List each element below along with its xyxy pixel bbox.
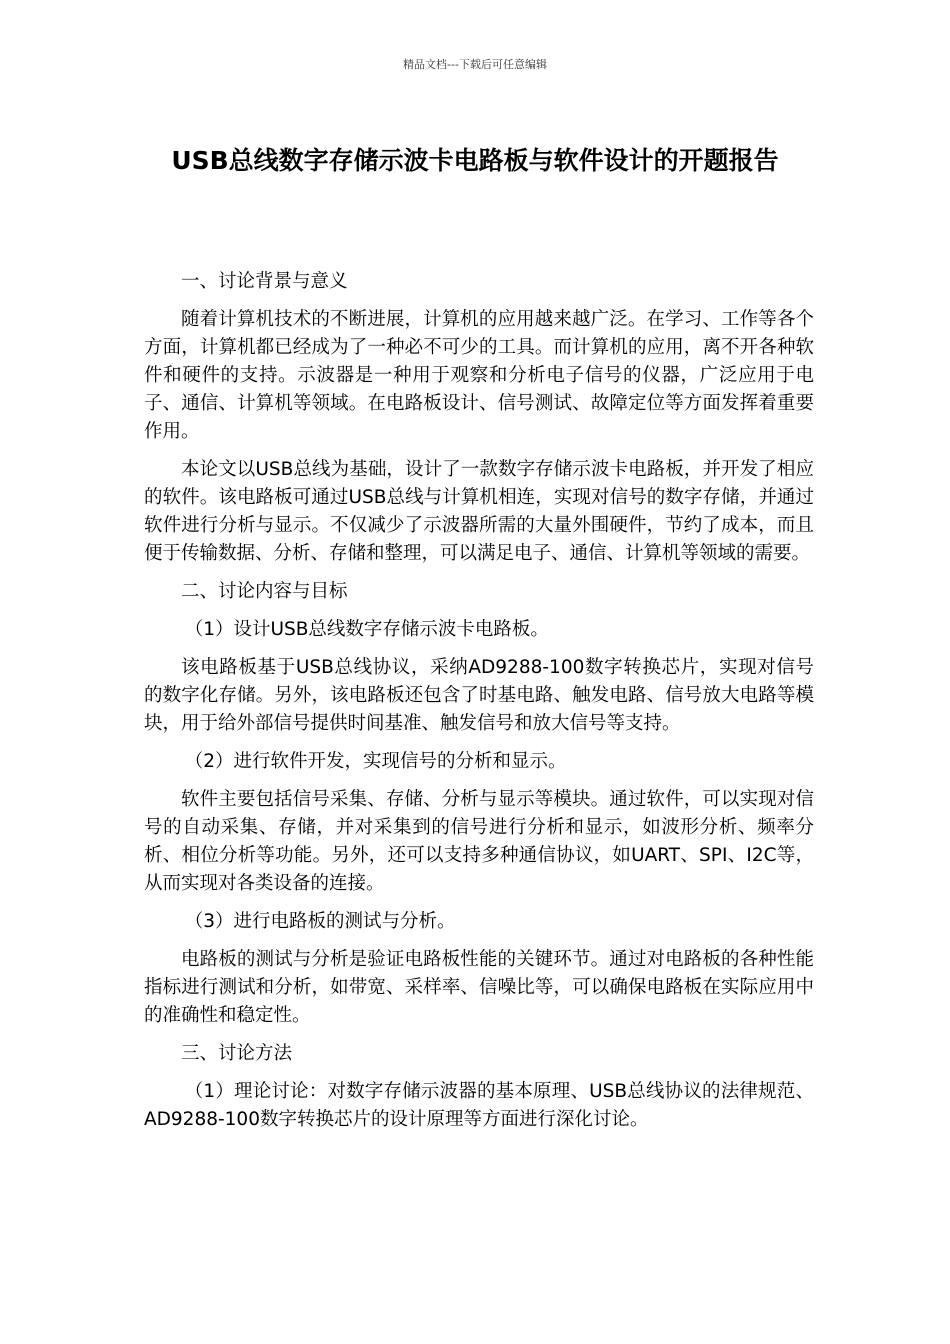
- list-item: （3）进行电路板的测试与分析。: [184, 911, 456, 932]
- body-paragraph: 软件主要包括信号采集、存储、分析与显示等模块。通过软件，可以实现对信号的自动采集、存储，并对采集到的信号进行分析和显示，如波形分析、频率分析、相位分析等功能。另外，还可以支持多种通信协议，如UART、SPI、I2C等，从而实现对各类设备的连接。: [144, 789, 814, 894]
- body-paragraph: 电路板的测试与分析是验证电路板性能的关键环节。通过对电路板的各种性能指标进行测试和分析，如带宽、采样率、信噪比等，可以确保电路板在实际应用中的准确性和稳定性。: [144, 949, 814, 1026]
- section-heading: 三、讨论方法: [181, 1043, 293, 1064]
- section-heading: 一、讨论背景与意义: [181, 271, 348, 292]
- list-item: （1）设计USB总线数字存储示波卡电路板。: [184, 619, 549, 640]
- document-title: USB总线数字存储示波卡电路板与软件设计的开题报告: [171, 146, 779, 175]
- section-heading: 二、讨论内容与目标: [181, 581, 348, 602]
- list-item: （1）理论讨论：对数字存储示波器的基本原理、USB总线协议的法律规范、AD9288-100数字转换芯片的设计原理等方面进行深化讨论。: [144, 1081, 814, 1130]
- list-item: （2）进行软件开发，实现信号的分析和显示。: [184, 751, 567, 772]
- body-paragraph: 本论文以USB总线为基础，设计了一款数字存储示波卡电路板，并开发了相应的软件。该电路板可通过USB总线与计算机相连，实现对信号的数字存储，并通过软件进行分析与显示。不仅减少了示波器所需的大量外围硬件，节约了成本，而且便于传输数据、分析、存储和整理，可以满足电子、通信、计算机等领域的需要。: [144, 459, 814, 564]
- body-paragraph: 随着计算机技术的不断进展，计算机的应用越来越广泛。在学习、工作等各个方面，计算机都已经成为了一种必不可少的工具。而计算机的应用，离不开各种软件和硬件的支持。示波器是一种用于观察和分析电子信号的仪器，广泛应用于电子、通信、计算机等领域。在电路板设计、信号测试、故障定位等方面发挥着重要作用。: [144, 309, 814, 442]
- document-body: [144, 268, 814, 1144]
- body-paragraph: 该电路板基于USB总线协议，采纳AD9288-100数字转换芯片，实现对信号的数字化存储。另外，该电路板还包含了时基电路、触发电路、信号放大电路等模块，用于给外部信号提供时间基准、触发信号和放大信号等支持。: [144, 657, 814, 734]
- header-note: 精品文档---下载后可任意编辑: [403, 58, 547, 71]
